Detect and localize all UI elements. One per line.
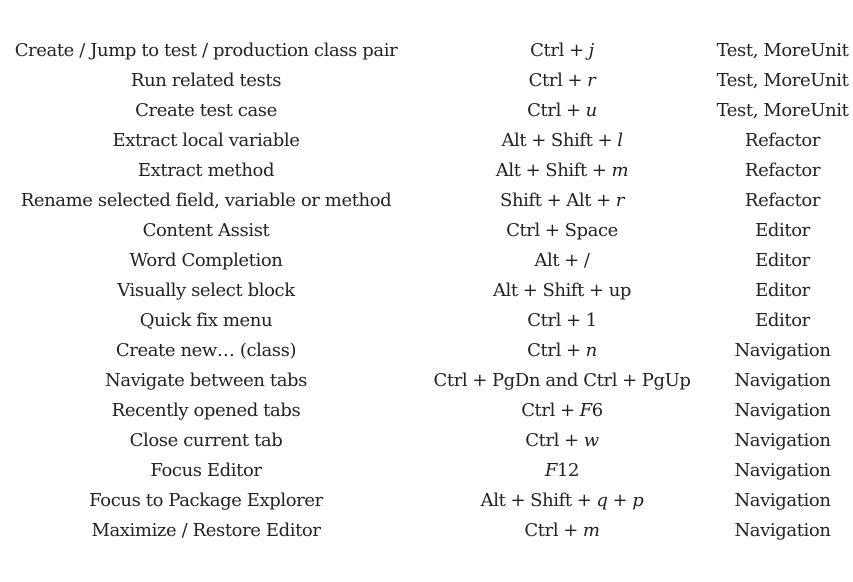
shortcut-row xyxy=(0,125,853,155)
key-plus-sign: + xyxy=(544,219,560,241)
shortcut-keys xyxy=(412,455,712,485)
shortcut-table xyxy=(0,35,853,545)
key-plus-sign: + xyxy=(565,99,581,121)
shortcut-category: Navigation xyxy=(734,339,831,361)
key-token: Shift xyxy=(550,129,593,151)
shortcut-category: Navigation xyxy=(734,369,831,391)
shortcut-keys xyxy=(412,95,712,125)
shortcut-category: Editor xyxy=(755,309,810,331)
key-token: Space xyxy=(564,219,618,241)
shortcut-category: Refactor xyxy=(744,189,821,211)
shortcut-row xyxy=(0,335,853,365)
shortcut-action: Recently opened tabs xyxy=(111,399,301,421)
key-token: Ctrl xyxy=(433,369,468,391)
key-token: m xyxy=(611,159,629,181)
shortcut-action: Create new… (class) xyxy=(115,339,297,361)
shortcut-keys xyxy=(412,185,712,215)
key-plus-sign: + xyxy=(612,489,628,511)
shortcut-action: Quick fix menu xyxy=(139,309,273,331)
key-plus-sign: + xyxy=(565,339,581,361)
key-plus-sign: + xyxy=(567,69,583,91)
shortcut-row xyxy=(0,305,853,335)
key-token: Alt xyxy=(492,279,518,301)
shortcut-row xyxy=(0,455,853,485)
key-plus-sign: + xyxy=(546,189,562,211)
shortcut-row xyxy=(0,515,853,545)
shortcut-keys xyxy=(412,65,712,95)
shortcut-action: Close current tab xyxy=(129,429,283,451)
key-plus-sign: + xyxy=(622,369,637,391)
key-plus-sign: + xyxy=(596,189,611,211)
shortcut-row xyxy=(0,395,853,425)
key-token: Ctrl xyxy=(527,339,561,361)
shortcut-category: Navigation xyxy=(734,459,831,481)
shortcut-category: Editor xyxy=(755,219,810,241)
key-token: Shift xyxy=(542,279,585,301)
key-token: q xyxy=(596,489,608,511)
key-plus-sign: + xyxy=(576,489,592,511)
key-token: m xyxy=(582,519,600,541)
key-token: Ctrl xyxy=(530,39,564,61)
key-token: Ctrl xyxy=(525,429,560,451)
shortcut-category: Refactor xyxy=(744,129,821,151)
key-plus-sign: + xyxy=(597,129,613,151)
key-token: r xyxy=(587,69,596,91)
shortcut-keys xyxy=(412,335,712,365)
key-plus-sign: + xyxy=(472,369,487,391)
key-token: 12 xyxy=(556,459,580,481)
key-plus-sign: + xyxy=(591,159,607,181)
key-token: Ctrl xyxy=(527,99,561,121)
shortcut-row xyxy=(0,65,853,95)
shortcut-category: Editor xyxy=(755,279,810,301)
shortcut-action: Extract method xyxy=(137,159,275,181)
shortcut-action: Focus to Package Explorer xyxy=(89,489,323,511)
shortcut-category: Navigation xyxy=(734,519,831,541)
shortcut-row xyxy=(0,185,853,215)
key-token: Alt xyxy=(495,159,521,181)
key-plus-sign: + xyxy=(510,489,526,511)
key-token: r xyxy=(615,189,624,211)
key-token: Shift xyxy=(530,489,572,511)
shortcut-action: Content Assist xyxy=(142,219,270,241)
shortcut-keys xyxy=(412,425,712,455)
key-token: 6 xyxy=(591,399,603,421)
key-token: w xyxy=(583,429,599,451)
key-plus-sign: + xyxy=(525,159,541,181)
key-token: F xyxy=(579,399,592,421)
shortcut-keys xyxy=(412,485,712,515)
key-token: Shift xyxy=(545,159,587,181)
key-token: Shift xyxy=(500,189,542,211)
shortcut-row xyxy=(0,275,853,305)
key-token: F xyxy=(544,459,557,481)
key-token: Ctrl xyxy=(521,399,555,421)
key-plus-sign: + xyxy=(564,249,579,271)
shortcut-row xyxy=(0,95,853,125)
key-token: PgDn and Ctrl xyxy=(491,369,618,391)
shortcut-category: Navigation xyxy=(734,399,831,421)
shortcut-row xyxy=(0,485,853,515)
key-token: n xyxy=(585,339,597,361)
shortcut-action: Run related tests xyxy=(130,69,282,91)
key-token: Alt xyxy=(501,129,527,151)
shortcut-action: Extract local variable xyxy=(112,129,300,151)
key-token: up xyxy=(608,279,632,301)
key-plus-sign: + xyxy=(564,429,579,451)
shortcut-category: Editor xyxy=(755,249,810,271)
shortcut-category: Test, MoreUnit xyxy=(716,39,849,61)
shortcut-action: Create / Jump to test / production class pair xyxy=(14,39,398,61)
shortcut-action: Maximize / Restore Editor xyxy=(91,519,321,541)
key-token: Ctrl xyxy=(528,69,563,91)
shortcut-keys xyxy=(412,35,712,65)
key-token: Ctrl xyxy=(524,519,559,541)
shortcut-keys xyxy=(412,515,712,545)
shortcut-action: Visually select block xyxy=(117,279,295,301)
shortcut-row xyxy=(0,365,853,395)
shortcut-category: Test, MoreUnit xyxy=(716,69,849,91)
shortcut-sheet xyxy=(0,35,853,545)
shortcut-keys xyxy=(412,125,712,155)
key-token: p xyxy=(632,489,644,511)
shortcut-action: Rename selected field, variable or method xyxy=(20,189,392,211)
key-token: Ctrl xyxy=(506,219,540,241)
shortcut-action: Word Completion xyxy=(129,249,283,271)
shortcut-category: Refactor xyxy=(744,159,821,181)
shortcut-row xyxy=(0,425,853,455)
shortcut-keys xyxy=(412,275,712,305)
key-plus-sign: + xyxy=(559,399,575,421)
shortcut-keys xyxy=(412,245,712,275)
key-token: l xyxy=(617,129,623,151)
shortcut-keys xyxy=(412,365,712,395)
key-plus-sign: + xyxy=(522,279,538,301)
key-plus-sign: + xyxy=(566,309,581,331)
key-token: Alt xyxy=(480,489,506,511)
key-token: / xyxy=(583,249,590,271)
shortcut-action: Create test case xyxy=(135,99,277,121)
key-plus-sign: + xyxy=(568,39,584,61)
shortcut-category: Navigation xyxy=(734,489,831,511)
shortcut-row xyxy=(0,155,853,185)
shortcut-row xyxy=(0,245,853,275)
key-plus-sign: + xyxy=(531,129,546,151)
shortcut-row xyxy=(0,215,853,245)
key-token: u xyxy=(585,99,597,121)
key-token: j xyxy=(588,39,594,61)
key-token: Alt xyxy=(566,189,592,211)
key-token: Alt xyxy=(534,249,560,271)
shortcut-action: Focus Editor xyxy=(150,459,262,481)
shortcut-category: Test, MoreUnit xyxy=(716,99,849,121)
shortcut-keys xyxy=(412,215,712,245)
shortcut-row xyxy=(0,35,853,65)
shortcut-keys xyxy=(412,395,712,425)
key-token: PgUp xyxy=(641,369,691,391)
shortcut-table-body xyxy=(0,35,853,545)
shortcut-action: Navigate between tabs xyxy=(104,369,308,391)
key-token: Ctrl xyxy=(527,309,562,331)
shortcut-keys xyxy=(412,305,712,335)
key-token: 1 xyxy=(585,309,597,331)
shortcut-category: Navigation xyxy=(734,429,831,451)
key-plus-sign: + xyxy=(563,519,578,541)
key-plus-sign: + xyxy=(589,279,604,301)
shortcut-keys xyxy=(412,155,712,185)
